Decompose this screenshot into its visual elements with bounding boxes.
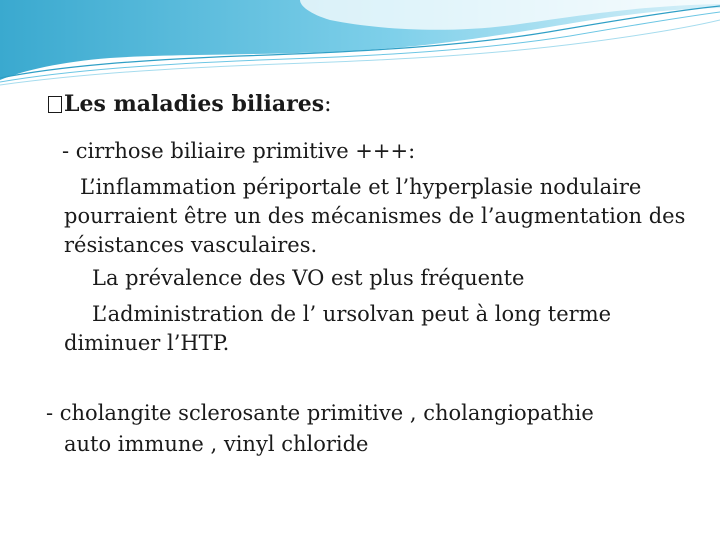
header-wave-decoration <box>0 0 720 90</box>
paragraph-3-line-2: diminuer l’HTP. <box>64 331 230 355</box>
heading-colon: : <box>324 92 332 117</box>
paragraph-2: La prévalence des VO est plus fréquente <box>92 266 525 290</box>
subheading-cholangite-line-2: auto immune , vinyl chloride <box>64 432 369 456</box>
paragraph-3-line-1: L’administration de l’ ursolvan peut à long terme <box>92 302 612 326</box>
subheading-cholangite-line-1: - cholangite sclerosante primitive , cholangiopathie <box>46 401 594 425</box>
subheading-cirrhose: - cirrhose biliaire primitive +++: <box>62 139 416 163</box>
bullet-box-icon <box>48 96 62 113</box>
paragraph-1-line-1: L’inflammation périportale et l’hyperplasie nodulaire <box>80 175 642 199</box>
paragraph-1-line-2: pourraient être un des mécanismes de l’augmentation des <box>64 204 686 228</box>
slide-heading <box>48 92 332 117</box>
heading-title: Les maladies biliares <box>64 91 325 117</box>
paragraph-1-line-3: résistances vasculaires. <box>64 233 318 257</box>
